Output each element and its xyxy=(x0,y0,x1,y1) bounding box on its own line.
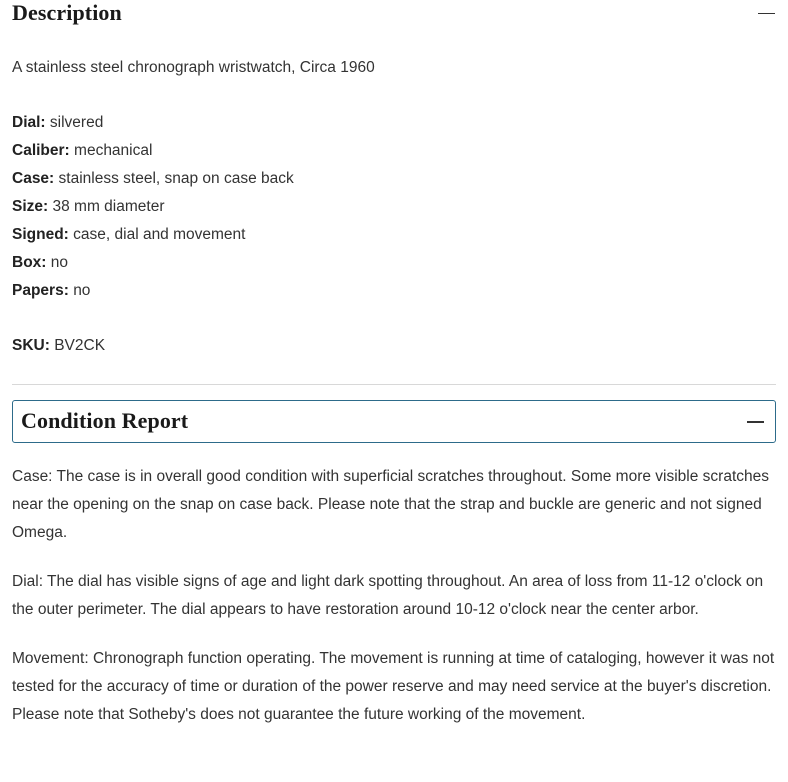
description-section-header[interactable] xyxy=(12,0,776,30)
spec-value: 38 mm diameter xyxy=(52,198,165,216)
sku-label: SKU: xyxy=(12,337,50,355)
description-title: Description xyxy=(12,0,122,25)
condition-report-title: Condition Report xyxy=(21,408,189,434)
condition-paragraph-dial: Dial: The dial has visible signs of age and light dark spotting throughout. An area of loss from 11-12 o'clock on the outer perimeter. The dial appears to have restoration around 10-12 o'clock near the center arbor. xyxy=(12,572,764,618)
minus-icon[interactable] xyxy=(745,412,765,431)
spec-row xyxy=(12,109,776,137)
minus-icon[interactable] xyxy=(756,4,776,23)
spec-label: Box: xyxy=(12,254,47,272)
spec-label: Caliber: xyxy=(12,142,70,160)
condition-report-section-header[interactable] xyxy=(12,400,776,442)
spec-label: Case: xyxy=(12,170,55,188)
spec-row xyxy=(12,165,776,193)
spec-label: Signed: xyxy=(12,226,69,244)
spec-value: stainless steel, snap on case back xyxy=(58,170,294,188)
condition-paragraph-movement: Movement: Chronograph function operating. The movement is running at time of cataloging, however it was not tested for the accuracy of time or duration of the power reserve and may need service at the buyer's discretion. Please note that Sotheby's does not guarantee the future working of the movement. xyxy=(12,649,775,723)
spec-row xyxy=(12,249,776,277)
spec-value: no xyxy=(50,254,69,272)
spec-label: Size: xyxy=(12,198,49,216)
sku-row xyxy=(12,332,776,360)
spec-value: mechanical xyxy=(74,142,153,160)
spec-row xyxy=(12,193,776,221)
description-intro: A stainless steel chronograph wristwatch, Circa 1960 xyxy=(12,59,375,77)
sku-value: BV2CK xyxy=(54,337,106,355)
spec-label: Papers: xyxy=(12,282,69,300)
specification-list xyxy=(12,109,776,305)
spec-label: Dial: xyxy=(12,114,46,132)
spec-value: silvered xyxy=(49,114,104,132)
spec-row xyxy=(12,221,776,249)
spec-row xyxy=(12,137,776,165)
condition-paragraph-case: Case: The case is in overall good condition with superficial scratches throughout. Some more visible scratches near the opening on the snap on case back. Please note that the strap and buckle are generic and not signed Omega. xyxy=(12,467,770,541)
spec-value: case, dial and movement xyxy=(73,226,246,244)
spec-value: no xyxy=(73,282,91,300)
section-divider xyxy=(12,384,776,385)
spec-row xyxy=(12,277,776,305)
